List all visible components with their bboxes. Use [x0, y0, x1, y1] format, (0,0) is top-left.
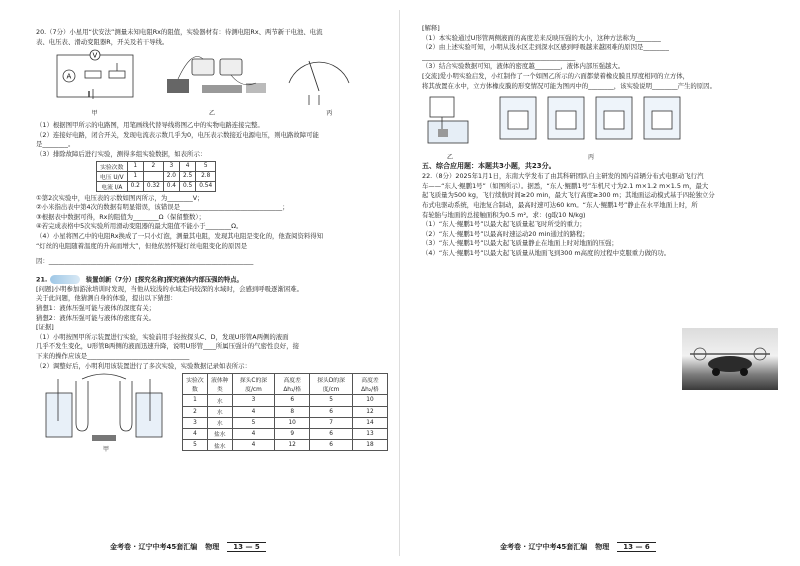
cube-figures	[422, 93, 780, 162]
q21-line: [问题]小明参加游泳培训时发现，当他从较浅的水域走向较深的水域时，会感到呼吸逐渐困难。	[36, 284, 304, 293]
table-header: 高度差Δh₁/格	[275, 374, 310, 395]
figure-caption: 乙	[446, 154, 453, 162]
q21-line: 关于此问题，他猜测自身的体验，提出以下猜想：	[36, 294, 177, 303]
table-cell: 4	[232, 428, 274, 439]
q20-block	[36, 28, 388, 47]
footer-subject: 物理	[595, 543, 610, 551]
table-header: 实验次数	[97, 161, 128, 171]
table-cell: 0.5	[180, 181, 196, 191]
q22-line: 车——“东人·鲲鹏1号”（如图所示）。据悉，“东人·鲲鹏1号”车机尺寸为2.1 m×1.2 m×1.5 m，最大	[422, 181, 709, 190]
table-cell: 1	[183, 395, 208, 406]
table-cell: 水	[207, 417, 232, 428]
footer-page-number: 13 — 5	[227, 542, 266, 552]
table-cell: 1	[127, 171, 143, 181]
table-cell	[143, 171, 163, 181]
q21-explain-line: （2）由上述实验可知，小明从浅水区走到深水区感到呼吸越来越困难的原因是________	[422, 43, 669, 52]
table-cell: 5	[232, 417, 274, 428]
table-cell: 6	[310, 406, 353, 417]
table-cell: 0.32	[143, 181, 163, 191]
figure-caption: 乙	[208, 110, 215, 118]
table-cell: 9	[275, 428, 310, 439]
q20-line: 20.（7分）小星用“伏安法”测量未知电阻Rx的阻值，实验器材有：待测电阻Rx、两节新干电池、电流	[36, 28, 323, 36]
q20-part: 因：________________________________________________________________	[36, 257, 254, 266]
q20-part: （1）根据图甲所示的电路图，用笔画线代替导线将图乙中的实物电路连接完整。	[36, 121, 264, 130]
figure-caption: 甲	[102, 446, 109, 454]
table-cell: 6	[310, 439, 353, 450]
q21-continued	[422, 24, 780, 91]
table-header: 液体种类	[207, 374, 232, 395]
q20-part: “灯丝的电阻随着温度的升高而增大”，但他依然怀疑灯丝电阻变化的原因是	[36, 241, 248, 250]
q22-line: （4）“东人·鲲鹏1号”以最大起飞质量从地面飞到300 m高度的过程中克服重力做的功。	[422, 248, 671, 257]
q21-block	[36, 275, 388, 371]
q22-line: 起飞质量为500 kg，飞行续航时间≥20 min，最大飞行高度≥300 m；其地面运动模式基于四轮独立分	[422, 191, 715, 200]
deformation-options-bing	[496, 93, 686, 162]
q21-line: （1）小明按图甲所示装置进行实验，实验前用手轻按探头C、D，发现U形管A两侧的液面	[36, 332, 289, 341]
section-five-heading: 五、综合应用题：本题共3小题，共23分。	[422, 162, 556, 171]
table-cell: 10	[352, 395, 387, 406]
q20-part: 是________。	[36, 140, 75, 149]
table-row	[97, 171, 216, 181]
right-footer	[500, 542, 656, 552]
table-cell: 水	[207, 406, 232, 417]
table-header: 4	[180, 161, 196, 171]
physical-circuit-yi	[162, 49, 262, 118]
table-cell: 13	[352, 428, 387, 439]
q20-line: 表、电压表、滑动变阻器R，开关及若干导线。	[36, 37, 169, 46]
u-tube-apparatus-jia	[36, 373, 176, 454]
q20-part: （2）连接好电路，闭合开关，发现电流表示数几乎为0，电压表示数接近电源电压，则电路故障可能	[36, 130, 319, 139]
table-cell: 2	[183, 406, 208, 417]
table-cell: 0.2	[127, 181, 143, 191]
table-header: 探头C的深度/cm	[232, 374, 274, 395]
table-cell: 电流 I/A	[97, 181, 128, 191]
q21-explain-line: [交流]爱小明实验启发，小红制作了一个如图乙所示的六面都蒙着橡皮膜且厚度相同的立方体，	[422, 71, 690, 80]
q21-title: 21. 装置创新（7分）[探究名称]探究液体内部压强的特点。	[36, 275, 244, 284]
svg-text:A: A	[66, 72, 71, 81]
table-cell: 4	[232, 406, 274, 417]
q21-explain-line: ________________________________________________	[422, 52, 576, 61]
table-cell: 2.0	[163, 171, 179, 181]
q21-line: 几乎不发生变化，U形管B两侧的液面迅速升降，说明U形管____所属压强计的气密性良好，接	[36, 342, 299, 351]
table-cell: 14	[352, 417, 387, 428]
table-cell: 18	[352, 439, 387, 450]
q21-explain-line: （3）结合实验数据可知，液体的密度越________，液体内部压强越大。	[422, 62, 625, 71]
table-cell: 0.4	[163, 181, 179, 191]
table-row	[183, 417, 388, 428]
q22-line: （1）“东人·鲲鹏1号”以最大起飞质量起飞时所受的重力；	[422, 220, 586, 229]
table-cell: 5	[310, 395, 353, 406]
q22-block	[422, 172, 780, 258]
table-header: 3	[163, 161, 179, 171]
table-header: 1	[127, 161, 143, 171]
footer-title: 金考卷 · 辽宁中考45套汇编	[500, 543, 588, 551]
table-header: 5	[196, 161, 216, 171]
q20-parts	[36, 121, 388, 159]
svg-text:V: V	[92, 51, 97, 60]
table-cell: 5	[183, 439, 208, 450]
table-row	[183, 428, 388, 439]
q22-line: （2）“东人·鲲鹏1号”以最高时速运动20 min通过的路程；	[422, 229, 589, 238]
figure-caption: 甲	[91, 110, 98, 118]
table-cell: 盐水	[207, 428, 232, 439]
right-page	[400, 0, 800, 566]
footer-title: 金考卷 · 辽宁中考45套汇编	[110, 543, 198, 551]
left-footer	[110, 542, 266, 552]
q21-line: 下来的操作应该是________________________________	[36, 351, 190, 360]
q21-line: 猜想2：液体压强可能与液体的密度有关。	[36, 313, 156, 322]
table-header: 高度差Δh₂/格	[352, 374, 387, 395]
table-cell: 电压 U/V	[97, 171, 128, 181]
q21-line: 猜想1：液体压强可能与液体的深度有关；	[36, 304, 156, 312]
q21-line: （2）调整好后，小明利用该装置进行了多次实验，实验数据记录如表所示：	[36, 361, 251, 370]
table-cell: 10	[275, 417, 310, 428]
table-cell: 6	[310, 428, 353, 439]
q22-line: 22.（8分）2025年1月1日，东南大学发布了由其科研团队自主研发的国内首辆分布式电驱动飞行汽	[422, 172, 704, 181]
table-row	[97, 181, 216, 191]
q20-part: （4）小星将图乙中的电阻Rx换成了一只小灯泡，测量其电阻，发现其电阻是变化的，他查阅资料得知	[36, 231, 324, 240]
q22-line: 有轮胎与地面的总接触面积为0.5 m²。求：(g取10 N/kg)	[422, 210, 586, 219]
q21-line: [证据]	[36, 323, 54, 332]
table-cell: 0.54	[196, 181, 216, 191]
q22-line: （3）“东人·鲲鹏1号”以最大起飞质量静止在地面上时对地面的压强；	[422, 239, 618, 248]
q20-figures	[36, 49, 388, 119]
table-header: 实验次数	[183, 374, 208, 395]
table-cell: 4	[183, 428, 208, 439]
table-cell: 3	[183, 417, 208, 428]
data-table-2	[182, 373, 388, 451]
data-table-1	[96, 161, 216, 192]
rubber-cube-yi	[422, 93, 478, 162]
q21-explain-line: [解释]	[422, 24, 440, 32]
table-cell: 12	[275, 439, 310, 450]
table-header: 探头D的深度/cm	[310, 374, 353, 395]
table-row	[183, 439, 388, 450]
q21-figure-and-table	[36, 373, 388, 454]
table-cell: 2.5	[180, 171, 196, 181]
footer-subject: 物理	[205, 543, 220, 551]
footer-page-number: 13 — 6	[617, 542, 656, 552]
table-cell: 3	[232, 395, 274, 406]
table-row	[183, 395, 388, 406]
q21-explain-line: 将其放置在水中，立方体橡皮膜的形变情况可能为图丙中的________，该实验说明________产生的原因。	[422, 81, 716, 90]
q20-part: （3）排除故障后进行实验，测得多组实验数据，如表所示：	[36, 149, 207, 158]
table-header: 2	[143, 161, 163, 171]
table-cell: 12	[352, 406, 387, 417]
table-cell: 6	[275, 395, 310, 406]
q20-part: ①第2次实验中，电压表的示数如图丙所示，为________V；	[36, 193, 204, 202]
q21-explain-line: （1）本实验通过U形管两侧液面的高度差来反映压强的大小，这种方法称为________	[422, 33, 661, 42]
table-cell: 7	[310, 417, 353, 428]
q20-part: ③根据表中数据可得，Rx的阻值为________Ω（保留整数）；	[36, 212, 206, 221]
q20-part: ②小米指出表中第4次的数据有明显错误，该错误是________________________________；	[36, 203, 289, 212]
table-cell: 4	[232, 439, 274, 450]
q20-part: ④若完成表格中5次实验所用滑动变阻器的最大阻值不能小于________Ω。	[36, 222, 243, 231]
q21-title-text: 装置创新（7分）[探究名称]探究液体内部压强的特点。	[85, 275, 244, 284]
circuit-diagram-jia	[45, 49, 145, 118]
q22-line: 布式电驱动系统，电池复合制动，最高时速可达60 km。“东人·鲲鹏1号”静止在水平地面上时，所	[422, 200, 698, 209]
innovation-badge-icon	[50, 275, 80, 284]
table-cell: 8	[275, 406, 310, 417]
q20-parts-b	[36, 194, 388, 267]
table-row	[183, 406, 388, 417]
figure-caption: 丙	[587, 154, 594, 162]
voltmeter-dial-bing	[279, 49, 379, 118]
flying-car-photo	[682, 328, 778, 390]
figure-caption: 丙	[326, 110, 333, 118]
table-cell: 盐水	[207, 439, 232, 450]
table-cell: 水	[207, 395, 232, 406]
table-cell: 2.8	[196, 171, 216, 181]
